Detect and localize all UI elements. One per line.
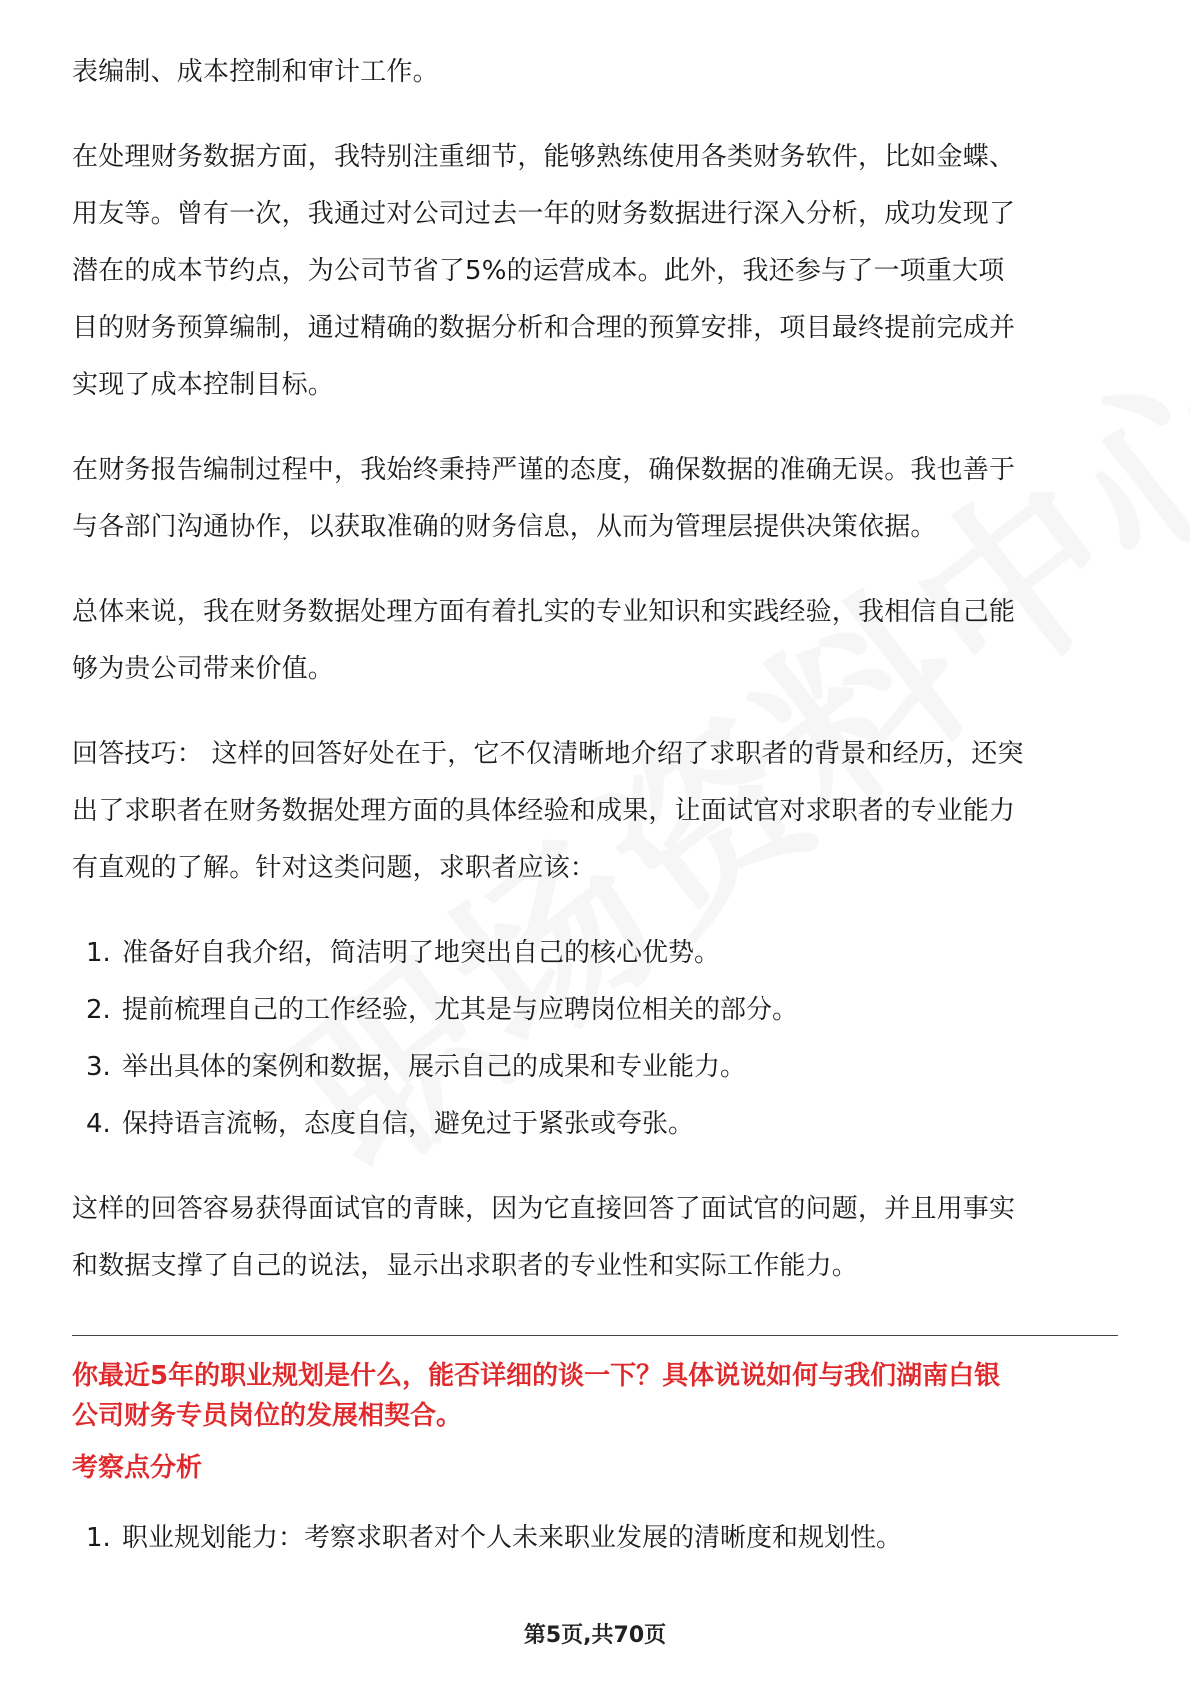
text-line: 回答技巧： 这样的回答好处在于，它不仅清晰地介绍了求职者的背景和经历，还突: [72, 739, 1024, 769]
list-text: 保持语言流畅，态度自信，避免过于紧张或夸张。: [122, 1109, 695, 1139]
text-line: 目的财务预算编制，通过精确的数据分析和合理的预算安排，项目最终提前完成并: [72, 313, 1016, 343]
list-item: [72, 982, 1118, 1039]
list-item: [72, 1039, 1118, 1096]
paragraph-summary: [72, 584, 1118, 698]
analysis-subheading: 考察点分析: [72, 1453, 203, 1483]
document-page: [72, 44, 1118, 1567]
paragraph-data-processing: [72, 129, 1118, 414]
paragraph-answer-tips: [72, 726, 1118, 897]
list-text: 提前梳理自己的工作经验，尤其是与应聘岗位相关的部分。: [122, 995, 799, 1025]
text-line: 总体来说，我在财务数据处理方面有着扎实的专业知识和实践经验，我相信自己能: [72, 597, 1016, 627]
list-number: 1.: [86, 938, 111, 968]
question-heading: [72, 1356, 1118, 1436]
list-text: 举出具体的案例和数据，展示自己的成果和专业能力。: [122, 1052, 747, 1082]
page-number-footer: 第5页,共70页: [523, 1623, 667, 1648]
list-item: [72, 1096, 1118, 1153]
list-number: 4.: [86, 1109, 111, 1139]
paragraph-report: [72, 442, 1118, 556]
text-line: 与各部门沟通协作，以获取准确的财务信息，从而为管理层提供决策依据。: [72, 512, 937, 542]
list-number: 3.: [86, 1052, 111, 1082]
list-number: 2.: [86, 995, 111, 1025]
list-text: 准备好自我介绍，简洁明了地突出自己的核心优势。: [122, 938, 721, 968]
list-item: [72, 925, 1118, 982]
paragraph-intro-end: 表编制、成本控制和审计工作。: [72, 57, 439, 87]
analysis-list: [72, 1510, 1118, 1567]
text-line: 这样的回答容易获得面试官的青睐，因为它直接回答了面试官的问题，并且用事实: [72, 1194, 1016, 1224]
tips-list: [72, 925, 1118, 1153]
text-line: 潜在的成本节约点，为公司节省了5%的运营成本。此外，我还参与了一项重大项: [72, 256, 1005, 286]
text-line: 出了求职者在财务数据处理方面的具体经验和成果，让面试官对求职者的专业能力: [72, 796, 1016, 826]
text-line: 用友等。曾有一次，我通过对公司过去一年的财务数据进行深入分析，成功发现了: [72, 199, 1016, 229]
list-item: [72, 1510, 1118, 1567]
question-line: 你最近5年的职业规划是什么，能否详细的谈一下？具体说说如何与我们湖南白银: [72, 1361, 1001, 1391]
text-line: 有直观的了解。针对这类问题，求职者应该：: [72, 853, 597, 883]
text-line: 够为贵公司带来价值。: [72, 654, 335, 684]
question-line: 公司财务专员岗位的发展相契合。: [72, 1401, 463, 1431]
text-line: 实现了成本控制目标。: [72, 370, 335, 400]
text-line: 在处理财务数据方面，我特别注重细节，能够熟练使用各类财务软件，比如金蝶、: [72, 142, 1016, 172]
list-number: 1.: [86, 1523, 111, 1553]
paragraph-conclusion: [72, 1181, 1118, 1295]
list-text: 职业规划能力：考察求职者对个人未来职业发展的清晰度和规划性。: [122, 1523, 903, 1553]
text-line: 在财务报告编制过程中，我始终秉持严谨的态度，确保数据的准确无误。我也善于: [72, 455, 1016, 485]
text-line: 和数据支撑了自己的说法，显示出求职者的专业性和实际工作能力。: [72, 1251, 859, 1281]
